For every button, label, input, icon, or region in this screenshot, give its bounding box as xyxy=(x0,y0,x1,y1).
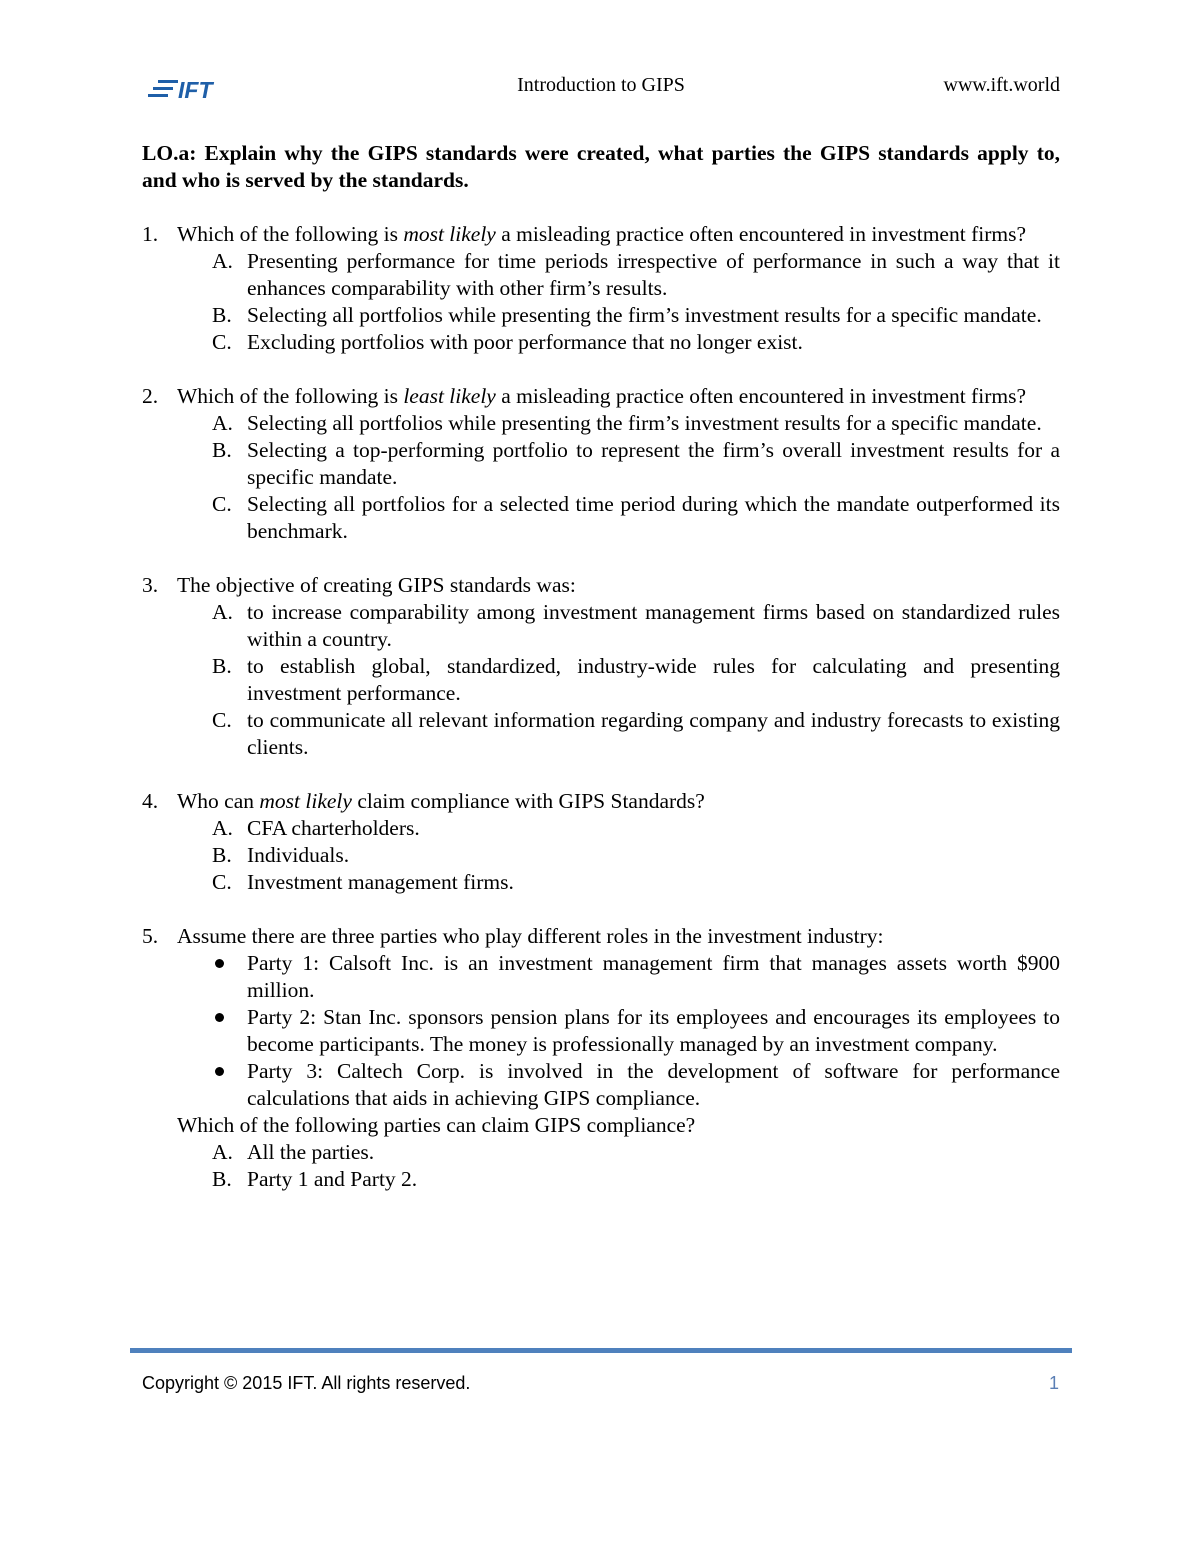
footer-divider xyxy=(130,1348,1072,1353)
option-label: B. xyxy=(212,1167,232,1191)
option-text: to establish global, standardized, industry-wide rules for calculating and presenting investment performance. xyxy=(247,654,1060,705)
option-text: to increase comparability among investment management firms based on standardized rules within a country. xyxy=(247,600,1060,651)
emphasis: least likely xyxy=(403,384,496,408)
bullet-item xyxy=(177,950,1060,1004)
question-number: 5. xyxy=(142,924,159,948)
option-label: B. xyxy=(212,843,232,867)
question-3 xyxy=(142,572,1060,761)
bullet-icon xyxy=(215,959,224,968)
answer-option xyxy=(177,410,1060,437)
bullet-item xyxy=(177,1058,1060,1112)
option-text: Selecting a top-performing portfolio to represent the firm’s overall investment results for a specific mandate. xyxy=(247,438,1060,489)
header-url: www.ift.world xyxy=(943,74,1060,96)
question-2 xyxy=(142,383,1060,545)
answer-option xyxy=(177,707,1060,761)
option-label: A. xyxy=(212,411,233,435)
option-label: C. xyxy=(212,330,232,354)
option-text: All the parties. xyxy=(247,1140,375,1164)
answer-option xyxy=(177,1166,1060,1193)
option-label: B. xyxy=(212,654,232,678)
footer-copyright: Copyright © 2015 IFT. All rights reserved. xyxy=(142,1373,471,1393)
answer-option xyxy=(177,248,1060,302)
option-text: Individuals. xyxy=(247,843,350,867)
bullet-item xyxy=(177,1004,1060,1058)
question-number: 3. xyxy=(142,573,159,597)
question-4 xyxy=(142,788,1060,896)
answer-options xyxy=(177,1139,1060,1193)
answer-option xyxy=(177,599,1060,653)
option-label: A. xyxy=(212,600,233,624)
option-label: B. xyxy=(212,303,232,327)
question-stem: Who can most likely claim compliance with GIPS Standards? xyxy=(177,789,705,813)
answer-options xyxy=(177,815,1060,896)
option-label: A. xyxy=(212,1140,233,1164)
bullet-text: Party 1: Calsoft Inc. is an investment management firm that manages assets worth $900 million. xyxy=(247,951,1060,1002)
document-body xyxy=(142,140,1060,1220)
question-number: 1. xyxy=(142,222,159,246)
option-label: A. xyxy=(212,816,233,840)
bullet-text: Party 3: Caltech Corp. is involved in the development of software for performance calculations that aids in achieving GIPS compliance. xyxy=(247,1059,1060,1110)
answer-option xyxy=(177,1139,1060,1166)
answer-option xyxy=(177,437,1060,491)
emphasis: most likely xyxy=(403,222,496,246)
header-title: Introduction to GIPS xyxy=(517,74,685,96)
option-label: C. xyxy=(212,870,232,894)
answer-option xyxy=(177,302,1060,329)
answer-option xyxy=(177,653,1060,707)
question-stem: Which of the following is least likely a misleading practice often encountered in investment firms? xyxy=(177,384,1026,408)
option-text: CFA charterholders. xyxy=(247,816,420,840)
option-text: Selecting all portfolios while presenting the firm’s investment results for a specific mandate. xyxy=(247,303,1042,327)
bullet-text: Party 2: Stan Inc. sponsors pension plans for its employees and encourages its employees to become participants. The money is professionally managed by an investment company. xyxy=(247,1005,1060,1056)
option-label: C. xyxy=(212,492,232,516)
question-stem: The objective of creating GIPS standards was: xyxy=(177,573,576,597)
answer-option xyxy=(177,869,1060,896)
question-1 xyxy=(142,221,1060,356)
option-text: Investment management firms. xyxy=(247,870,514,894)
option-label: A. xyxy=(212,249,233,273)
answer-option xyxy=(177,842,1060,869)
answer-option xyxy=(177,329,1060,356)
page-header xyxy=(142,70,1060,102)
answer-options xyxy=(177,410,1060,545)
learning-outcome-heading: LO.a: Explain why the GIPS standards were created, what parties the GIPS standards apply to, and who is served by the standards. xyxy=(142,141,1060,192)
option-text: Selecting all portfolios for a selected time period during which the mandate outperformed its benchmark. xyxy=(247,492,1060,543)
option-text: Excluding portfolios with poor performance that no longer exist. xyxy=(247,330,803,354)
bullet-icon xyxy=(215,1067,224,1076)
option-text: to communicate all relevant information regarding company and industry forecasts to existing clients. xyxy=(247,708,1060,759)
option-text: Party 1 and Party 2. xyxy=(247,1167,418,1191)
question-stem: Which of the following is most likely a misleading practice often encountered in investment firms? xyxy=(177,222,1027,246)
option-label: C. xyxy=(212,708,232,732)
answer-options xyxy=(177,248,1060,356)
option-label: B. xyxy=(212,438,232,462)
page-number: 1 xyxy=(1048,1373,1059,1393)
answer-options xyxy=(177,599,1060,761)
bullet-icon xyxy=(215,1013,224,1022)
question-prompt: Which of the following parties can claim GIPS compliance? xyxy=(177,1113,696,1137)
logo-text: IFT xyxy=(178,77,213,102)
emphasis: most likely xyxy=(259,789,352,813)
option-text: Presenting performance for time periods irrespective of performance in such a way that it enhances comparability with other firm’s results. xyxy=(247,249,1060,300)
answer-option xyxy=(177,815,1060,842)
question-number: 2. xyxy=(142,384,159,408)
question-5 xyxy=(142,923,1060,1193)
option-text: Selecting all portfolios while presenting the firm’s investment results for a specific mandate. xyxy=(247,411,1042,435)
answer-option xyxy=(177,491,1060,545)
question-stem: Assume there are three parties who play different roles in the investment industry: xyxy=(177,924,884,948)
question-number: 4. xyxy=(142,789,159,813)
